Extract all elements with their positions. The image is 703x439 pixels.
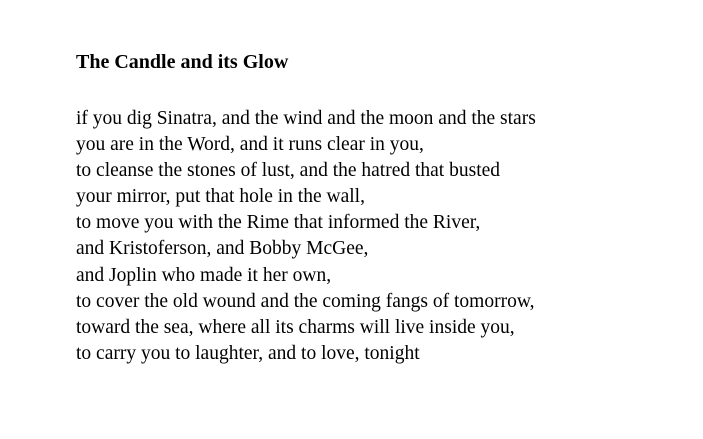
poem-line: your mirror, put that hole in the wall,: [76, 186, 365, 208]
poem-line: and Kristoferson, and Bobby McGee,: [76, 238, 369, 260]
poem-title: The Candle and its Glow: [76, 51, 289, 73]
poem-line: to cover the old wound and the coming fangs of tomorrow,: [76, 290, 535, 312]
poem-line: you are in the Word, and it runs clear in you,: [76, 134, 424, 156]
poem-line: toward the sea, where all its charms will live inside you,: [76, 316, 515, 338]
poem-line: to cleanse the stones of lust, and the hatred that busted: [76, 160, 501, 182]
poem-line: to carry you to laughter, and to love, tonight: [76, 342, 420, 364]
poem-line: if you dig Sinatra, and the wind and the moon and the stars: [76, 108, 536, 129]
poem-line: and Joplin who made it her own,: [76, 264, 332, 286]
poem-line: to move you with the Rime that informed the River,: [76, 212, 481, 234]
poem-body: [76, 106, 536, 367]
